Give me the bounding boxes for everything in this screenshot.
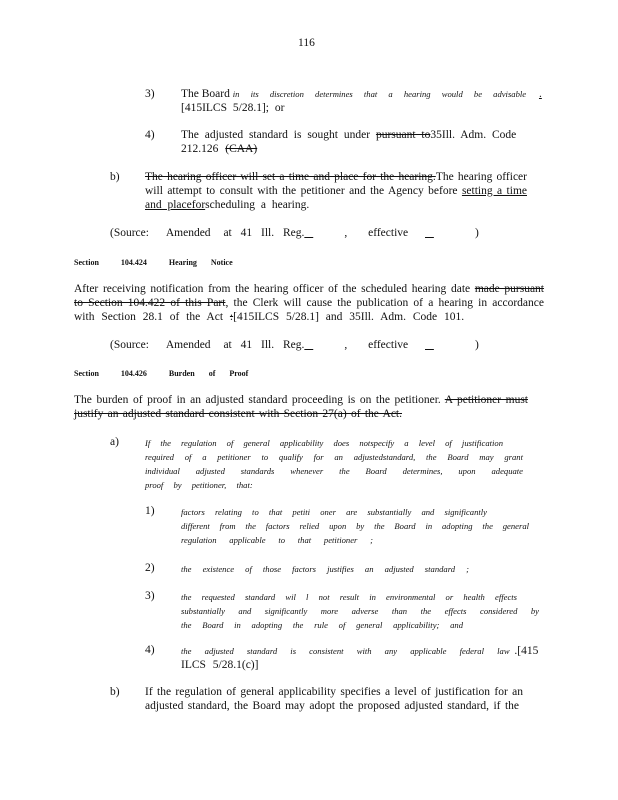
item-b-line-2: will attempt to consult with the petitioner and the Agency before setting a time (145, 185, 527, 197)
source-note-2: (Source: Amended at 41 Ill. Reg. , effective ) (110, 339, 479, 351)
item-3-line-1: The Board in its discretion determines that a hearing would be advisable . (181, 88, 542, 100)
sub-a4-line-1: the adjusted standard is consistent with any applicable federal law .[415 (181, 645, 539, 657)
item-b-line-3: and placeforscheduling a hearing. (145, 199, 310, 211)
para-424-line-1: After receiving notification from the hearing officer of the scheduled hearing date made pursuant (74, 283, 545, 295)
para-426-line-2: justify an adjusted standard consistent with Section 27(a) of the Act. (74, 408, 402, 420)
item-4-line-2: 212.126 (CAA) (181, 143, 258, 155)
sub-a1-line-2: different from the factors relied upon by the Board in adopting the general (181, 521, 529, 531)
item-3-number: 3) (145, 88, 155, 100)
sub-a1-number: 1) (145, 505, 155, 517)
sub-a-line-1: If the regulation of general applicability does notspecify a level of justification (145, 438, 503, 448)
sub-a-line-3: individual adjusted standards whenever the Board determines, upon adequate (145, 466, 523, 476)
sub-a3-line-3: the Board in adopting the rule of general applicability; and (181, 620, 463, 630)
item-4-number: 4) (145, 129, 155, 141)
page-number: 116 (298, 37, 315, 49)
para-424-line-2: to Section 104.422 of this Part, the Clerk will cause the publication of a hearing in accordance (74, 297, 544, 309)
sub-a3-line-1: the requested standard wil l not result in environmental or health effects (181, 592, 517, 602)
para-426-line-1: The burden of proof in an adjusted standard proceeding is on the petitioner. A petitioner must (74, 394, 528, 406)
sub-a3-number: 3) (145, 590, 155, 602)
para-424-line-3: with Section 28.1 of the Act :[415ILCS 5/28.1] and 35Ill. Adm. Code 101. (74, 311, 465, 323)
sub-a2-number: 2) (145, 562, 155, 574)
item-3-line-2: [415ILCS 5/28.1]; or (181, 102, 285, 114)
sub-a4-line-2: ILCS 5/28.1(c)] (181, 659, 259, 671)
sub-a-number: a) (110, 436, 119, 448)
sub-a1-line-1: factors relating to that petiti oner are substantially and significantly (181, 507, 487, 517)
item-4-line-1: The adjusted standard is sought under pursuant to35Ill. Adm. Code (181, 129, 517, 141)
sub-b-line-2: adjusted standard, the Board may adopt the proposed adjusted standard, if the (145, 700, 519, 712)
section-426-heading: Section 104.426 Burden of Proof (74, 369, 249, 378)
source-note-1: (Source: Amended at 41 Ill. Reg. , effective ) (110, 227, 479, 239)
item-b-number: b) (110, 171, 120, 183)
section-424-heading: Section 104.424 Hearing Notice (74, 258, 233, 267)
sub-b-number: b) (110, 686, 120, 698)
sub-a1-line-3: regulation applicable to that petitioner ; (181, 535, 373, 545)
sub-a3-line-2: substantially and significantly more adverse than the effects considered by (181, 606, 539, 616)
item-b-line-1: The hearing officer will set a time and place for the hearing.The hearing officer (145, 171, 527, 183)
sub-b-line-1: If the regulation of general applicability specifies a level of justification for an (145, 686, 523, 698)
sub-a2-line-1: the existence of those factors justifies an adjusted standard ; (181, 564, 469, 574)
sub-a-line-4: proof by petitioner, that: (145, 480, 253, 490)
sub-a4-number: 4) (145, 644, 155, 656)
sub-a-line-2: required of a petitioner to qualify for an adjustedstandard, the Board may grant (145, 452, 523, 462)
